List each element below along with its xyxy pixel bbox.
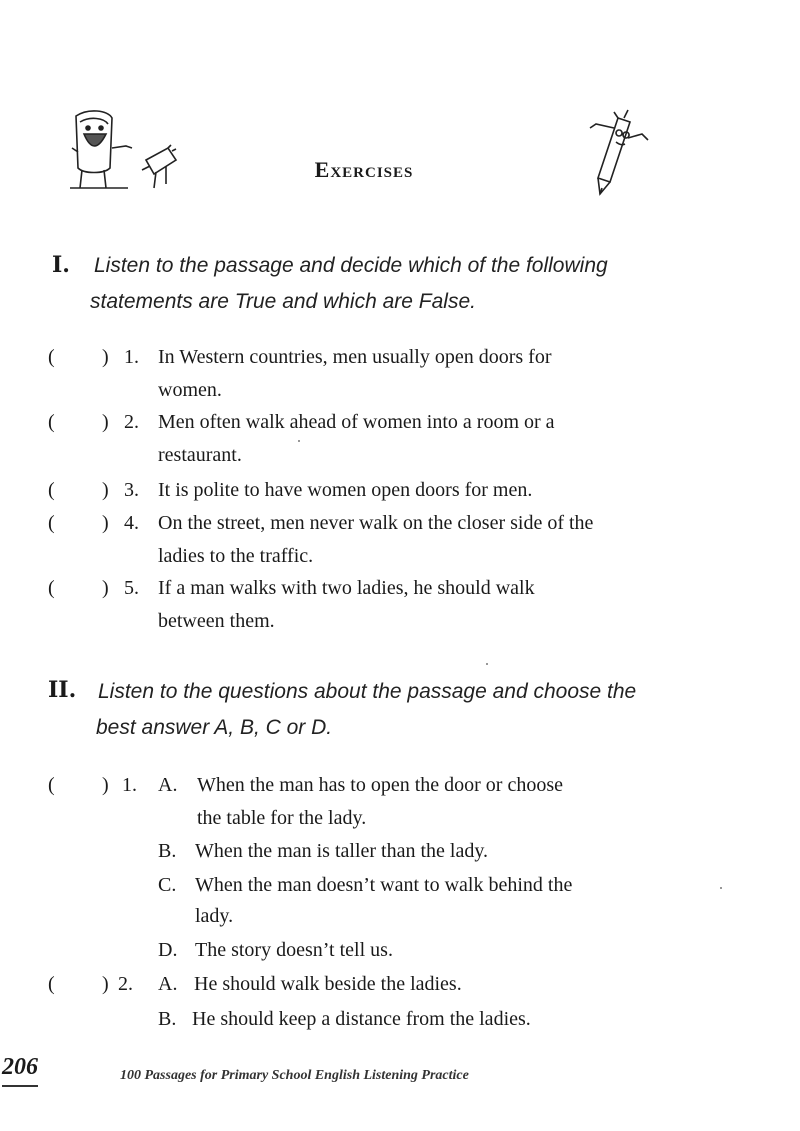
item-number: 3. bbox=[124, 479, 139, 501]
option-a-letter: A. bbox=[158, 973, 178, 995]
question-number: 2. bbox=[118, 973, 133, 995]
statement-line: between them. bbox=[158, 610, 275, 632]
section-1-numeral: I. bbox=[52, 252, 70, 278]
statement-line: On the street, men never walk on the closer side of the bbox=[158, 512, 594, 534]
option-d-text: The story doesn’t tell us. bbox=[195, 939, 393, 961]
item-number: 5. bbox=[124, 577, 139, 599]
option-d-letter: D. bbox=[158, 939, 178, 961]
item-number: 4. bbox=[124, 512, 139, 534]
section-2-numeral: II. bbox=[48, 677, 77, 703]
item-number: 2. bbox=[124, 411, 139, 433]
statement-line: ladies to the traffic. bbox=[158, 545, 314, 567]
option-a-text: He should walk beside the ladies. bbox=[194, 973, 462, 995]
scan-speck bbox=[298, 440, 300, 442]
statement-line: restaurant. bbox=[158, 444, 242, 466]
page-number: 206 bbox=[2, 1054, 38, 1080]
statement-line: It is polite to have women open doors for men. bbox=[158, 479, 533, 501]
option-a-letter: A. bbox=[158, 774, 178, 796]
book-title: 100 Passages for Primary School English Listening Practice bbox=[120, 1068, 469, 1083]
option-a-text: the table for the lady. bbox=[197, 807, 367, 829]
option-b-text: When the man is taller than the lady. bbox=[195, 840, 489, 862]
question-number: 1. bbox=[122, 774, 137, 796]
statement-line: In Western countries, men usually open doors for bbox=[158, 346, 552, 368]
pencil-illustration bbox=[588, 108, 650, 198]
option-b-text: He should keep a distance from the ladies. bbox=[192, 1008, 531, 1030]
section-2-instruction-line-2: best answer A, B, C or D. bbox=[96, 716, 333, 739]
statement-line: women. bbox=[158, 379, 222, 401]
scan-speck bbox=[486, 663, 488, 665]
option-a-text: When the man has to open the door or choose bbox=[197, 774, 564, 796]
textbook-page: Exercises I. Listen to the passage and decide which of the following statements are True and which are False. ( ) 1. In Western countries, men usually open doors for women. ( ) 2. Men often walk ahead of women into a room or a restaurant. ( ) 3. It is polite to have women open doors for men. ( ) 4. On the street, men never walk on the closer side of the ladies to the traffic. ( ) 5. If a man walks with two ladies, he should walk between them. II. Listen to the questions about the passage and choose the best answer A, B, C or D. ( ) 1. A. When the man has to open the door or choose the table for the lady. B. When the man is taller than the lady. C. When the man doesn’t want to walk behind the lady. D. The story doesn’t tell us. ( ) 2. A. He should walk beside the ladies. B. He should keep a distance from the ladies. 206 100 Passages for Primary School English Listening Practice bbox=[0, 0, 800, 1131]
statement-line: Men often walk ahead of women into a room or a bbox=[158, 411, 555, 433]
option-b-letter: B. bbox=[158, 1008, 177, 1030]
option-c-text: lady. bbox=[195, 905, 234, 927]
section-2-instruction-line-1: Listen to the questions about the passage and choose the bbox=[98, 680, 637, 703]
page-title: Exercises bbox=[314, 157, 414, 182]
statement-line: If a man walks with two ladies, he should walk bbox=[158, 577, 535, 599]
section-1-instruction-line-1: Listen to the passage and decide which of the following bbox=[94, 254, 608, 277]
option-b-letter: B. bbox=[158, 840, 177, 862]
option-c-letter: C. bbox=[158, 874, 177, 896]
option-c-text: When the man doesn’t want to walk behind the bbox=[195, 874, 573, 896]
page-number-rule bbox=[2, 1085, 38, 1087]
section-1-instruction-line-2: statements are True and which are False. bbox=[90, 290, 476, 313]
scan-speck bbox=[720, 887, 722, 889]
item-number: 1. bbox=[124, 346, 139, 368]
